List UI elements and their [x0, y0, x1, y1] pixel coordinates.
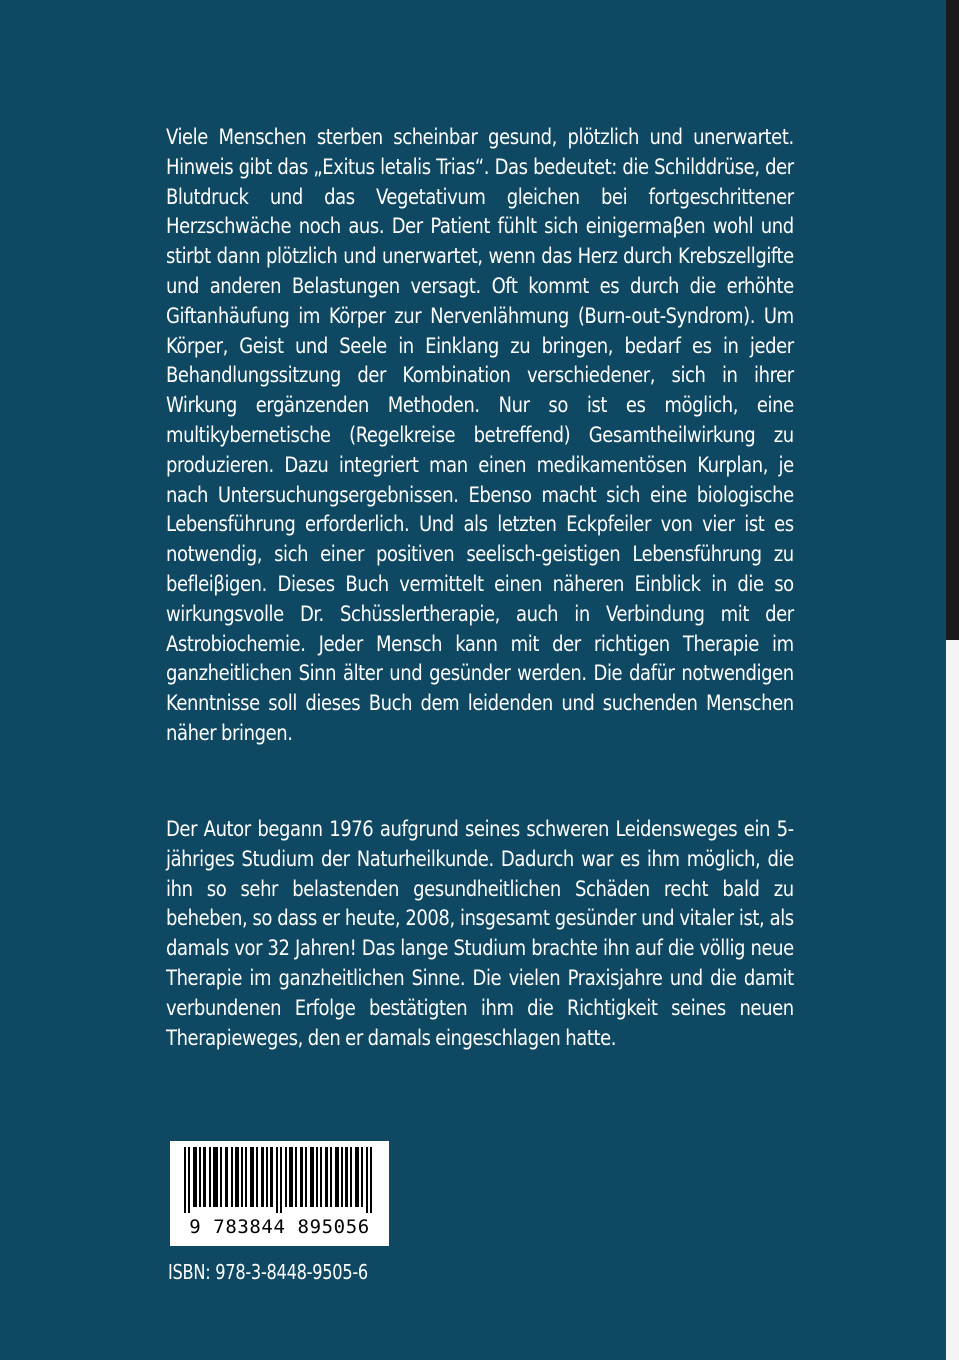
- barcode-bars: [170, 1141, 389, 1219]
- barcode-digits: 9 783844 895056: [189, 1216, 370, 1238]
- blurb-text: Viele Menschen sterben scheinbar gesund, plötzlich und unerwartet. Hinweis gibt das „Exitus letalis Trias“. Das bedeutet: die Schilddrüse, der Blutdruck und das Vegetativum gleichen bei fortgeschrittener Herzschwäche noch aus. Der Patient fühlt sich einigermaβen wohl und stirbt dann plötzlich und unerwartet, wenn das Herz durch Krebszellgifte und anderen Belastungen versagt. Oft kommt es durch die erhöhte Giftanhäufung im Körper zur Nervenlähmung (Burn-out-Syndrom). Um Körper, Geist und Seele in Einklang zu bringen, bedarf es in jeder Behandlungssitzung der Kombination verschiedener, sich in ihrer Wirkung ergänzenden Methoden. Nur so ist es möglich, eine multikybernetische (Regelkreise betreffend) Gesamtheilwirkung zu produzieren. Dazu integriert man einen medikamentösen Kurplan, je nach Untersuchungsergebnissen. Ebenso macht sich eine biologische Lebensführung erforderlich. Und als letzten Eckpfeiler von vier ist es notwendig, sich einer positiven seelisch-geistigen Lebensführung zu befleiβigen. Dieses Buch vermittelt einen näheren Einblick in die so wirkungsvolle Dr. Schüsslertherapie, auch in Verbindung mit der Astrobiochemie. Jeder Mensch kann mit der richtigen Therapie im ganzheitlichen Sinn älter und gesünder werden. Die dafür notwendigen Kenntnisse soll dieses Buch dem leidenden und suchenden Menschen näher bringen.: [166, 125, 794, 746]
- cover-edge-dark: [946, 0, 959, 640]
- cover-edge-light: [946, 640, 959, 1360]
- barcode: [170, 1141, 389, 1246]
- author-bio-text: Der Autor begann 1976 aufgrund seines schweren Leidensweges ein 5-jähriges Studium der Naturheilkunde. Dadurch war es ihm möglich, die ihn so sehr belastenden gesundheitlichen Schäden recht bald zu beheben, so dass er heute, 2008, insgesamt gesünder und vitaler ist, als damals vor 32 Jahren! Das lange Studium brachte ihn auf die völlig neue Therapie im ganzheitlichen Sinne. Die vielen Praxisjahre und die damit verbundenen Erfolge bestätigten ihm die Richtigkeit seines neuen Therapieweges, den er damals eingeschlagen hatte.: [166, 817, 794, 1051]
- isbn-label: ISBN: 978-3-8448-9505-6: [168, 1260, 368, 1284]
